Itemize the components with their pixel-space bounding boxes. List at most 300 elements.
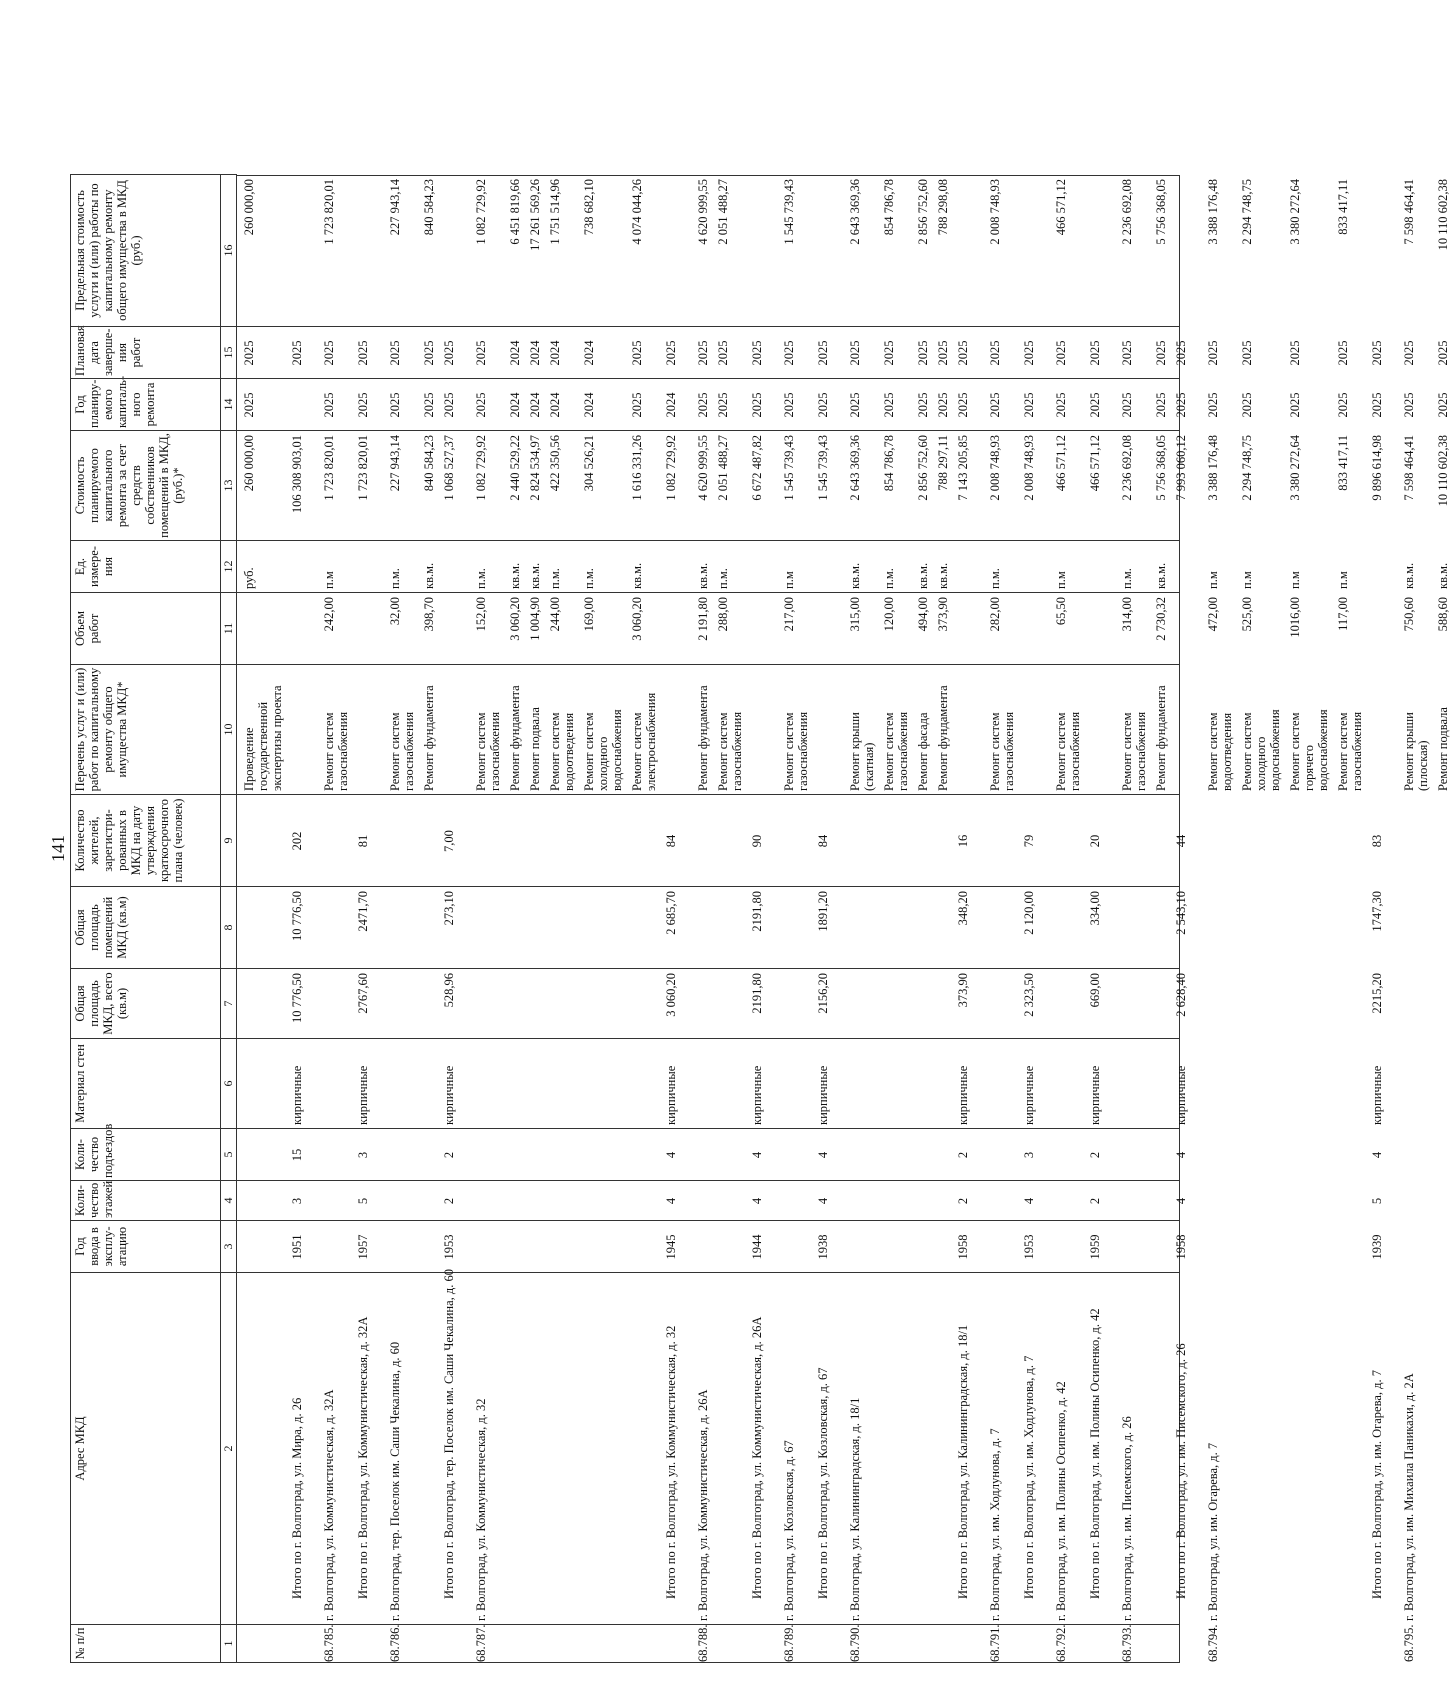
cost: 260 000,00 (242, 435, 256, 492)
header-cell: Материал стен (70, 1038, 221, 1129)
header-cell: Коли-чество этажей (70, 1180, 221, 1221)
address: г. Волгоград, ул. Калининградская, д. 18/1 (848, 1397, 862, 1621)
unit: п.м. (582, 568, 596, 589)
cost-limit: 2 294 748,75 (1240, 179, 1254, 245)
cost-limit: 6 451 819,66 (508, 179, 522, 245)
year-built: 1959 (1088, 1234, 1102, 1260)
column-divider (237, 1038, 1180, 1039)
work-volume: 1016,00 (1288, 597, 1302, 638)
cost: 10 110 602,38 (1436, 435, 1450, 507)
column-number: 10 (220, 664, 237, 795)
unit: п.м. (988, 568, 1002, 589)
address: г. Волгоград, ул. Козловская, д. 67 (782, 1440, 796, 1621)
residents: 84 (664, 834, 678, 848)
year-built: 1951 (290, 1234, 304, 1260)
address: Итого по г. Волгоград, ул. им. Огарева, д. 7 (1370, 1370, 1384, 1599)
address: Итого по г. Волгоград, ул. Коммунистическая, д. 26А (750, 1316, 764, 1599)
header-cell: Плановая дата заверше-ния работ (70, 326, 221, 379)
unit: кв.м. (848, 562, 862, 589)
floors: 4 (816, 1197, 830, 1205)
planned-year: 2025 (1054, 392, 1068, 418)
work-type: газоснабжения (402, 711, 416, 791)
premises-area: 334,00 (1088, 891, 1102, 926)
total-area: 528,96 (442, 973, 456, 1008)
unit: п.м. (882, 568, 896, 589)
address: г. Волгоград, ул. им. Писемского, д. 26 (1120, 1416, 1134, 1621)
cost-limit: 840 584,23 (422, 179, 436, 236)
unit: кв.м. (422, 562, 436, 589)
column-number: 9 (220, 794, 237, 887)
planned-year: 2024 (664, 392, 678, 418)
work-volume: 65,50 (1054, 597, 1068, 626)
floors: 4 (1174, 1197, 1188, 1205)
cost: 1 723 820,01 (322, 435, 336, 501)
planned-date: 2025 (816, 340, 830, 366)
cost: 9 896 614,98 (1370, 435, 1384, 501)
planned-date: 2025 (988, 340, 1002, 366)
planned-date: 2025 (664, 340, 678, 366)
work-volume: 2 191,80 (696, 597, 710, 641)
work-volume: 242,00 (322, 597, 336, 632)
work-type: электроснабжения (644, 692, 658, 791)
planned-date: 2025 (474, 340, 488, 366)
unit: кв.м. (696, 562, 710, 589)
cost: 1 082 729,92 (474, 435, 488, 501)
work-type: Ремонт систем (988, 712, 1002, 791)
row-number: 68.787. (474, 1624, 488, 1662)
cost: 2 440 529,22 (508, 435, 522, 501)
work-type: Ремонт систем (630, 712, 644, 791)
planned-year: 2025 (474, 392, 488, 418)
cost-limit: 1 082 729,92 (474, 179, 488, 245)
work-type: газоснабжения (1350, 711, 1364, 791)
cost-limit: 2 643 369,36 (848, 179, 862, 245)
planned-year: 2025 (750, 392, 764, 418)
wall-material: кирпичные (290, 1065, 304, 1125)
work-type: газоснабжения (730, 711, 744, 791)
residents: 90 (750, 834, 764, 848)
floors: 2 (442, 1197, 456, 1205)
premises-area: 2 685,70 (664, 891, 678, 935)
column-divider (237, 1220, 1180, 1221)
planned-year: 2025 (1154, 392, 1168, 418)
column-divider (237, 664, 1180, 665)
entrances: 4 (750, 1151, 764, 1159)
work-type: водоснабжения (1268, 709, 1282, 791)
work-volume: 398,70 (422, 597, 436, 632)
unit: руб. (242, 567, 256, 589)
work-type: Ремонт подвала (1436, 707, 1450, 791)
column-number: 11 (220, 592, 237, 665)
cost: 833 417,11 (1336, 435, 1350, 491)
cost-limit: 4 620 999,55 (696, 179, 710, 245)
header-cell: Объем работ (70, 592, 221, 665)
wall-material: кирпичные (1022, 1065, 1036, 1125)
wall-material: кирпичные (356, 1065, 370, 1125)
work-type: Ремонт крыши (1402, 712, 1416, 791)
planned-year: 2025 (1022, 392, 1036, 418)
cost-limit: 854 786,78 (882, 179, 896, 236)
planned-year: 2025 (322, 392, 336, 418)
column-number: 8 (220, 886, 237, 969)
work-volume: 152,00 (474, 597, 488, 632)
unit: п.м (1206, 571, 1220, 589)
floors: 5 (1370, 1197, 1384, 1205)
unit: кв.м. (916, 562, 930, 589)
entrances: 4 (1174, 1151, 1188, 1159)
work-type: горячего (1302, 745, 1316, 791)
planned-date: 2025 (356, 340, 370, 366)
planned-date: 2025 (442, 340, 456, 366)
work-type: (скатная) (862, 742, 876, 791)
cost: 1 616 331,26 (630, 435, 644, 501)
work-type: Ремонт систем (322, 712, 336, 791)
cost: 1 068 527,37 (442, 435, 456, 501)
column-number: 1 (220, 1624, 237, 1663)
planned-year: 2025 (882, 392, 896, 418)
cost: 2 008 748,93 (1022, 435, 1036, 501)
column-number: 16 (220, 174, 237, 327)
planned-date: 2025 (956, 340, 970, 366)
work-volume: 373,90 (936, 597, 950, 632)
planned-date: 2025 (1436, 340, 1450, 366)
work-volume: 472,00 (1206, 597, 1220, 632)
premises-area: 348,20 (956, 891, 970, 926)
wall-material: кирпичные (1088, 1065, 1102, 1125)
row-number: 68.793. (1120, 1624, 1134, 1662)
entrances: 2 (1088, 1151, 1102, 1159)
column-divider (237, 378, 1180, 379)
unit: кв.м. (508, 562, 522, 589)
work-type: Ремонт систем (1206, 712, 1220, 791)
cost-limit: 1 545 739,43 (782, 179, 796, 245)
residents: 202 (290, 831, 304, 851)
header-cell: Коли-чество подъездов (70, 1128, 221, 1181)
premises-area: 2471,70 (356, 891, 370, 932)
cost: 7 993 060,12 (1174, 435, 1188, 501)
unit: кв.м. (936, 562, 950, 589)
header-cell: Предельная стоимость услуги и (или) работы по капитальному ремонту общего имущества в МКД (руб.) (70, 174, 221, 327)
work-type: Ремонт крыши (848, 712, 862, 791)
cost-limit: 3 388 176,48 (1206, 179, 1220, 245)
column-number: 12 (220, 540, 237, 593)
header-cell: Общая площадь помещений МКД (кв.м) (70, 886, 221, 969)
address: г. Волгоград, ул. Коммунистическая, д. 26А (696, 1389, 710, 1621)
cost: 466 571,12 (1054, 435, 1068, 492)
planned-year: 2025 (422, 392, 436, 418)
cost-limit: 1 751 514,96 (548, 179, 562, 245)
work-type: холодного (596, 736, 610, 791)
column-number: 13 (220, 430, 237, 541)
entrances: 4 (816, 1151, 830, 1159)
planned-year: 2025 (956, 392, 970, 418)
cost-limit: 10 110 602,38 (1436, 179, 1450, 251)
work-type: холодного (1254, 736, 1268, 791)
header-cell: Адрес МКД (70, 1272, 221, 1625)
address: Итого по г. Волгоград, ул. им. Писемского, д. 26 (1174, 1343, 1188, 1599)
cost: 4 620 999,55 (696, 435, 710, 501)
address: Итого по г. Волгоград, ул. Мира, д. 26 (290, 1397, 304, 1599)
address: Итого по г. Волгоград, ул. Коммунистическая, д. 32А (356, 1316, 370, 1599)
work-type: газоснабжения (1134, 711, 1148, 791)
work-volume: 3 060,20 (630, 597, 644, 641)
planned-year: 2025 (916, 392, 930, 418)
column-divider (237, 1180, 1180, 1181)
planned-date: 2025 (1402, 340, 1416, 366)
unit: кв.м. (1402, 562, 1416, 589)
column-number: 5 (220, 1128, 237, 1181)
column-divider (237, 968, 1180, 969)
planned-date: 2025 (1336, 340, 1350, 366)
planned-year: 2025 (242, 392, 256, 418)
planned-year: 2025 (1288, 392, 1302, 418)
planned-year: 2025 (716, 392, 730, 418)
planned-year: 2025 (848, 392, 862, 418)
planned-year: 2025 (1370, 392, 1384, 418)
cost: 466 571,12 (1088, 435, 1102, 492)
cost: 6 672 487,82 (750, 435, 764, 501)
address: г. Волгоград, тер. Поселок им. Саши Чекалина, д. 60 (388, 1341, 402, 1621)
cost-limit: 738 682,10 (582, 179, 596, 236)
floors: 5 (356, 1197, 370, 1205)
wall-material: кирпичные (750, 1065, 764, 1125)
address: г. Волгоград, ул. им. Ходлунова, д. 7 (988, 1428, 1002, 1621)
cost: 7 143 205,85 (956, 435, 970, 501)
year-built: 1944 (750, 1234, 764, 1260)
work-type: экспертизы проекта (270, 685, 284, 791)
residents: 83 (1370, 834, 1384, 848)
row-number: 68.788. (696, 1624, 710, 1662)
capital-repair-table (70, 33, 1450, 1663)
planned-year: 2025 (1240, 392, 1254, 418)
planned-date: 2025 (1120, 340, 1134, 366)
work-type: Ремонт систем (1288, 712, 1302, 791)
cost: 2 643 369,36 (848, 435, 862, 501)
wall-material: кирпичные (1174, 1065, 1188, 1125)
planned-year: 2025 (356, 392, 370, 418)
work-volume: 120,00 (882, 597, 896, 632)
entrances: 4 (664, 1151, 678, 1159)
cost-limit: 1 723 820,01 (322, 179, 336, 245)
cost: 2 856 752,60 (916, 435, 930, 501)
cost-limit: 833 417,11 (1336, 179, 1350, 235)
premises-area: 2 543,10 (1174, 891, 1188, 935)
planned-year: 2025 (1402, 392, 1416, 418)
page-number: 141 (48, 835, 68, 862)
year-built: 1958 (956, 1234, 970, 1260)
header-cell: Количество жителей, зарегистри-рованных в МКД на дату утверждения краткосрочного плана (человек) (70, 794, 221, 887)
address: Итого по г. Волгоград, ул. Козловская, д. 67 (816, 1367, 830, 1599)
column-number: 4 (220, 1180, 237, 1221)
work-type: Ремонт систем (548, 712, 562, 791)
premises-area: 2191,80 (750, 891, 764, 932)
wall-material: кирпичные (442, 1065, 456, 1125)
work-volume: 3 060,20 (508, 597, 522, 641)
planned-date: 2025 (716, 340, 730, 366)
work-type: Проведение (242, 727, 256, 791)
work-type: газоснабжения (1002, 711, 1016, 791)
planned-year: 2025 (1120, 392, 1134, 418)
planned-date: 2024 (528, 340, 542, 366)
work-type: газоснабжения (488, 711, 502, 791)
address: г. Волгоград, ул. Коммунистическая, д. 32А (322, 1389, 336, 1621)
planned-year: 2025 (388, 392, 402, 418)
planned-date: 2025 (422, 340, 436, 366)
planned-date: 2024 (548, 340, 562, 366)
entrances: 3 (356, 1151, 370, 1159)
total-area: 10 776,50 (290, 973, 304, 1023)
unit: п.м. (474, 568, 488, 589)
planned-date: 2025 (1288, 340, 1302, 366)
wall-material: кирпичные (816, 1065, 830, 1125)
work-type: Ремонт систем (882, 712, 896, 791)
work-type: Ремонт систем (782, 712, 796, 791)
wall-material: кирпичные (1370, 1065, 1384, 1125)
residents: 20 (1088, 834, 1102, 848)
cost: 106 308 903,01 (290, 435, 304, 514)
address: Итого по г. Волгоград, ул. Калининградская, д. 18/1 (956, 1324, 970, 1599)
premises-area: 1891,20 (816, 891, 830, 932)
work-type: водоснабжения (610, 709, 624, 791)
unit: п.м (1336, 571, 1350, 589)
cost-limit: 17 261 569,26 (528, 179, 542, 251)
address: Итого по г. Волгоград, ул. им. Полины Осипенко, д. 42 (1088, 1308, 1102, 1599)
premises-area: 2 120,00 (1022, 891, 1036, 935)
planned-date: 2024 (508, 340, 522, 366)
premises-area: 1747,30 (1370, 891, 1384, 932)
entrances: 4 (1370, 1151, 1384, 1159)
planned-year: 2025 (442, 392, 456, 418)
planned-date: 2025 (1240, 340, 1254, 366)
total-area: 2 628,40 (1174, 973, 1188, 1017)
cost: 227 943,14 (388, 435, 402, 492)
header-cell: Перечень услуг и (или) работ по капитальному ремонту общего имущества МКД* (70, 664, 221, 795)
work-type: Ремонт фундамента (422, 685, 436, 791)
planned-date: 2025 (1206, 340, 1220, 366)
planned-year: 2025 (1336, 392, 1350, 418)
cost-limit: 2 051 488,27 (716, 179, 730, 245)
unit: кв.м. (1436, 562, 1450, 589)
planned-date: 2025 (388, 340, 402, 366)
work-volume: 117,00 (1336, 597, 1350, 631)
total-area: 2767,60 (356, 973, 370, 1014)
unit: п.м. (548, 568, 562, 589)
column-divider (237, 794, 1180, 795)
planned-date: 2025 (1088, 340, 1102, 366)
row-number: 68.795. (1402, 1624, 1416, 1662)
residents: 81 (356, 834, 370, 848)
work-type: Ремонт систем (716, 712, 730, 791)
planned-year: 2025 (1436, 392, 1450, 418)
header-cell: Год ввода в эксплу-атацию (70, 1220, 221, 1273)
planned-date: 2025 (936, 340, 950, 366)
address: Итого по г. Волгоград, тер. Поселок им. Саши Чекалина, д. 60 (442, 1268, 456, 1599)
planned-year: 2025 (1174, 392, 1188, 418)
header-cell: Ед. измере-ния (70, 540, 221, 593)
planned-year: 2025 (936, 392, 950, 418)
planned-year: 2025 (696, 392, 710, 418)
column-number: 3 (220, 1220, 237, 1273)
planned-year: 2024 (548, 392, 562, 418)
work-type: Ремонт фундамента (936, 685, 950, 791)
wall-material: кирпичные (956, 1065, 970, 1125)
planned-date: 2025 (782, 340, 796, 366)
premises-area: 10 776,50 (290, 891, 304, 941)
address: Итого по г. Волгоград, ул. им. Ходлунова, д. 7 (1022, 1355, 1036, 1599)
total-area: 2191,80 (750, 973, 764, 1014)
unit: кв.м. (630, 562, 644, 589)
cost: 304 526,21 (582, 435, 596, 492)
column-number: 7 (220, 968, 237, 1039)
work-volume: 314,00 (1120, 597, 1134, 632)
row-number: 68.785. (322, 1624, 336, 1662)
planned-date: 2024 (582, 340, 596, 366)
row-number: 68.792. (1054, 1624, 1068, 1662)
unit: п.м (322, 571, 336, 589)
planned-date: 2025 (630, 340, 644, 366)
header-cell: Стоимость планируемого капитального ремонта за счет средств собственников помещений в МКД, (руб.)* (70, 430, 221, 541)
planned-year: 2025 (816, 392, 830, 418)
planned-year: 2024 (508, 392, 522, 418)
cost: 2 008 748,93 (988, 435, 1002, 501)
work-type: Ремонт фундамента (508, 685, 522, 791)
work-volume: 315,00 (848, 597, 862, 632)
entrances: 15 (290, 1148, 304, 1162)
year-built: 1958 (1174, 1234, 1188, 1260)
cost: 5 756 368,05 (1154, 435, 1168, 501)
cost: 1 723 820,01 (356, 435, 370, 501)
planned-date: 2025 (696, 340, 710, 366)
unit: кв.м. (1154, 562, 1168, 589)
work-type: Ремонт фундамента (1154, 685, 1168, 791)
unit: п.м (1054, 571, 1068, 589)
address: г. Волгоград, ул. им. Полины Осипенко, д. 42 (1054, 1381, 1068, 1621)
premises-area: 273,10 (442, 891, 456, 926)
row-number: 68.791. (988, 1624, 1002, 1662)
planned-date: 2025 (1370, 340, 1384, 366)
work-type: Ремонт систем (1054, 712, 1068, 791)
year-built: 1957 (356, 1234, 370, 1260)
work-volume: 525,00 (1240, 597, 1254, 632)
entrances: 3 (1022, 1151, 1036, 1159)
cost: 422 350,56 (548, 435, 562, 492)
cost-limit: 4 074 044,26 (630, 179, 644, 245)
cost: 1 545 739,43 (782, 435, 796, 501)
row-number: 68.794. (1206, 1624, 1220, 1662)
cost-limit: 788 298,08 (936, 179, 950, 236)
planned-year: 2024 (528, 392, 542, 418)
floors: 3 (290, 1197, 304, 1205)
planned-date: 2025 (242, 340, 256, 366)
unit: кв.м. (528, 562, 542, 589)
floors: 4 (1022, 1197, 1036, 1205)
column-divider (237, 1272, 1180, 1273)
unit: п.м (1240, 571, 1254, 589)
work-volume: 244,00 (548, 597, 562, 632)
work-volume: 494,00 (916, 597, 930, 632)
work-volume: 32,00 (388, 597, 402, 626)
residents: 44 (1174, 834, 1188, 848)
work-type: Ремонт систем (1240, 712, 1254, 791)
column-divider (237, 326, 1180, 327)
cost: 3 380 272,64 (1288, 435, 1302, 501)
address: г. Волгоград, ул. Коммунистическая, д. 32 (474, 1398, 488, 1621)
row-number: 68.790. (848, 1624, 862, 1662)
planned-year: 2025 (1088, 392, 1102, 418)
planned-date: 2025 (916, 340, 930, 366)
residents: 7,00 (442, 830, 456, 852)
floors: 2 (956, 1197, 970, 1205)
